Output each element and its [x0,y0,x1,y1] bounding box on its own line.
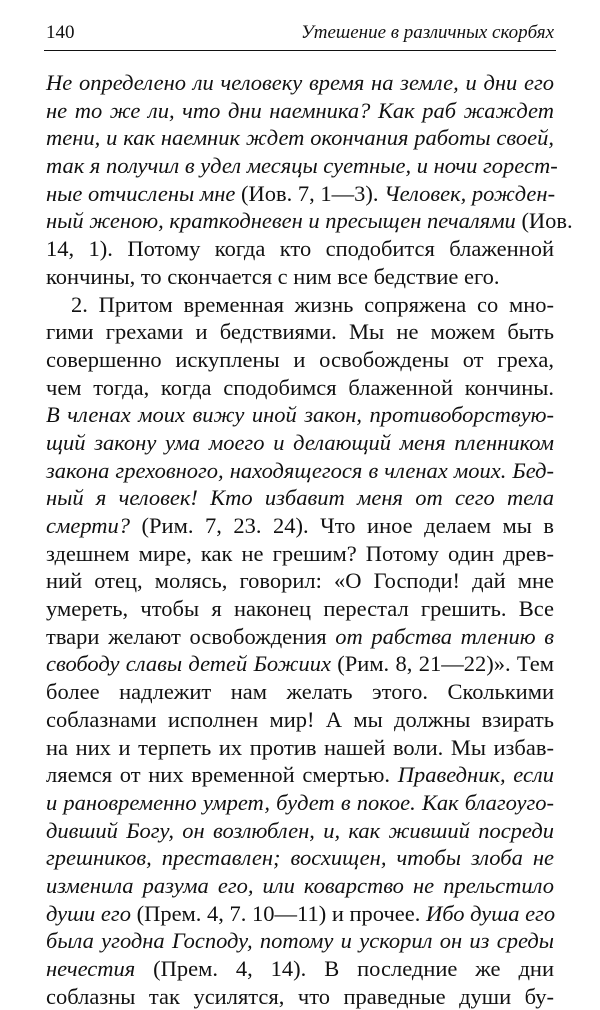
text-line [46,69,554,97]
text-line [46,318,554,346]
header-rule [44,50,556,51]
text-line [46,595,554,623]
italic-quote-text: закона греховного, находящегося в членах моих. Бед- [46,457,554,483]
italic-quote-text: от рабства тлению в [335,623,554,649]
text-line [46,291,554,319]
text-segment: на них и терпеть их против нашей воли. Мы избав- [46,734,554,760]
text-segment: умереть, чтобы я наконец перестал грешить. Все [46,596,554,622]
text-segment: совершенно искуплены и освобождены от греха, [46,346,554,372]
italic-quote-text: грешников, преставлен; восхищен, чтобы злоба не [46,845,554,871]
text-segment: 2. Притом временная жизнь сопряжена со мно- [71,291,554,317]
text-line [46,429,554,457]
italic-quote-text: свободу славы детей Божиих [46,651,331,677]
italic-quote-text: Ибо душа его [426,900,556,926]
text-line [46,512,554,540]
italic-quote-text: ные отчислены мне [46,180,236,206]
text-line [46,207,573,235]
text-line [46,955,554,983]
text-line [46,706,554,734]
text-line [46,124,554,152]
text-line [46,235,554,263]
italic-quote-text: не то же ли, что дни наемника? Как раб жаждет [46,97,554,123]
text-line [46,623,554,651]
italic-quote-text: изменила разума его, или коварство не прельстило [46,872,554,898]
text-segment: ляемся от них временной смертью. [46,762,398,788]
text-line [46,734,554,762]
italic-quote-text: была угодна Господу, потому и ускорил он из среды [46,928,554,954]
text-line [46,761,554,789]
body-text [46,69,573,1010]
text-line [46,374,554,402]
italic-quote-text: нечестия [46,956,136,981]
text-segment: (Прем. 4, 14). В последние же дни [135,956,554,981]
running-header [46,22,554,48]
italic-quote-text: Не определено ли человеку время на земле, и дни его [46,70,554,95]
italic-quote-text: тени, и как наемник ждет окончания работы своей, [46,125,554,151]
text-segment: (Рим. 7, 23. 24). Что иное делаем мы в [130,513,554,538]
text-line [46,152,558,180]
text-line [46,567,554,595]
text-line [46,346,554,374]
italic-quote-text: и рановременно умрет, будет в покое. Как благоуго- [46,789,554,815]
text-line [46,927,554,955]
italic-quote-text: ный женою, краткодневен и пресыщен печалями [46,208,516,234]
text-segment: чем тогда, когда сподобимся блаженной кончины. [46,374,554,400]
text-line [46,900,554,928]
text-line [46,484,554,512]
text-line [46,180,554,208]
text-line [46,678,554,706]
text-line [46,263,554,291]
text-line [46,817,554,845]
text-line [46,789,554,817]
text-segment: твари желают освобождения [46,623,336,649]
text-segment: 14, 1). Потому когда кто сподобится блаженной [46,236,554,262]
italic-quote-text: так я получил в удел месяцы суетные, и ночи горест- [46,153,558,179]
text-line [46,844,554,872]
text-segment: (Рим. 8, 21—22)». Тем [330,651,554,677]
italic-quote-text: души его [46,900,131,926]
text-segment: (Прем. 4, 7. 10—11) и прочее. [130,900,426,926]
text-segment: кончины, то скончается с ним все бедствие его. [46,263,500,289]
italic-quote-text: ный я человек! Кто избавит меня от сего тела [46,485,554,511]
page-number: 140 [46,22,75,43]
italic-quote-text: Человек, рожден- [384,180,556,206]
text-line [46,650,554,678]
italic-quote-text: Праведник, если [397,762,554,788]
text-line [46,540,554,568]
text-line [46,983,554,1010]
text-line [46,457,554,485]
text-line [46,872,554,900]
italic-quote-text: щий закону ума моего и делающий меня пленником [46,429,554,455]
italic-quote-text: В членах моих вижу иной закон, противоборствую- [46,402,554,428]
text-segment: (Иов. 7, 1—3). [235,180,385,206]
text-line [46,97,554,125]
italic-quote-text: дивший Богу, он возлюблен, и, как живший посреди [46,817,554,843]
italic-quote-text: смерти? [46,513,131,538]
text-line [46,401,554,429]
text-segment: ний отец, молясь, говорил: «О Господи! дай мне [46,568,554,594]
text-segment: более надлежит нам желать этого. Сколькими [46,679,554,705]
text-segment: (Иов. [515,208,573,234]
running-title: Утешение в различных скорбях [300,22,554,43]
text-segment: здешнем мире, как не грешим? Потому один древ- [46,540,554,566]
text-segment: гими грехами и бедствиями. Мы не можем быть [46,319,554,345]
text-segment: соблазны так усилятся, что праведные души бу- [46,983,554,1009]
text-segment: соблазнами исполнен мир! А мы должны взирать [46,706,554,732]
